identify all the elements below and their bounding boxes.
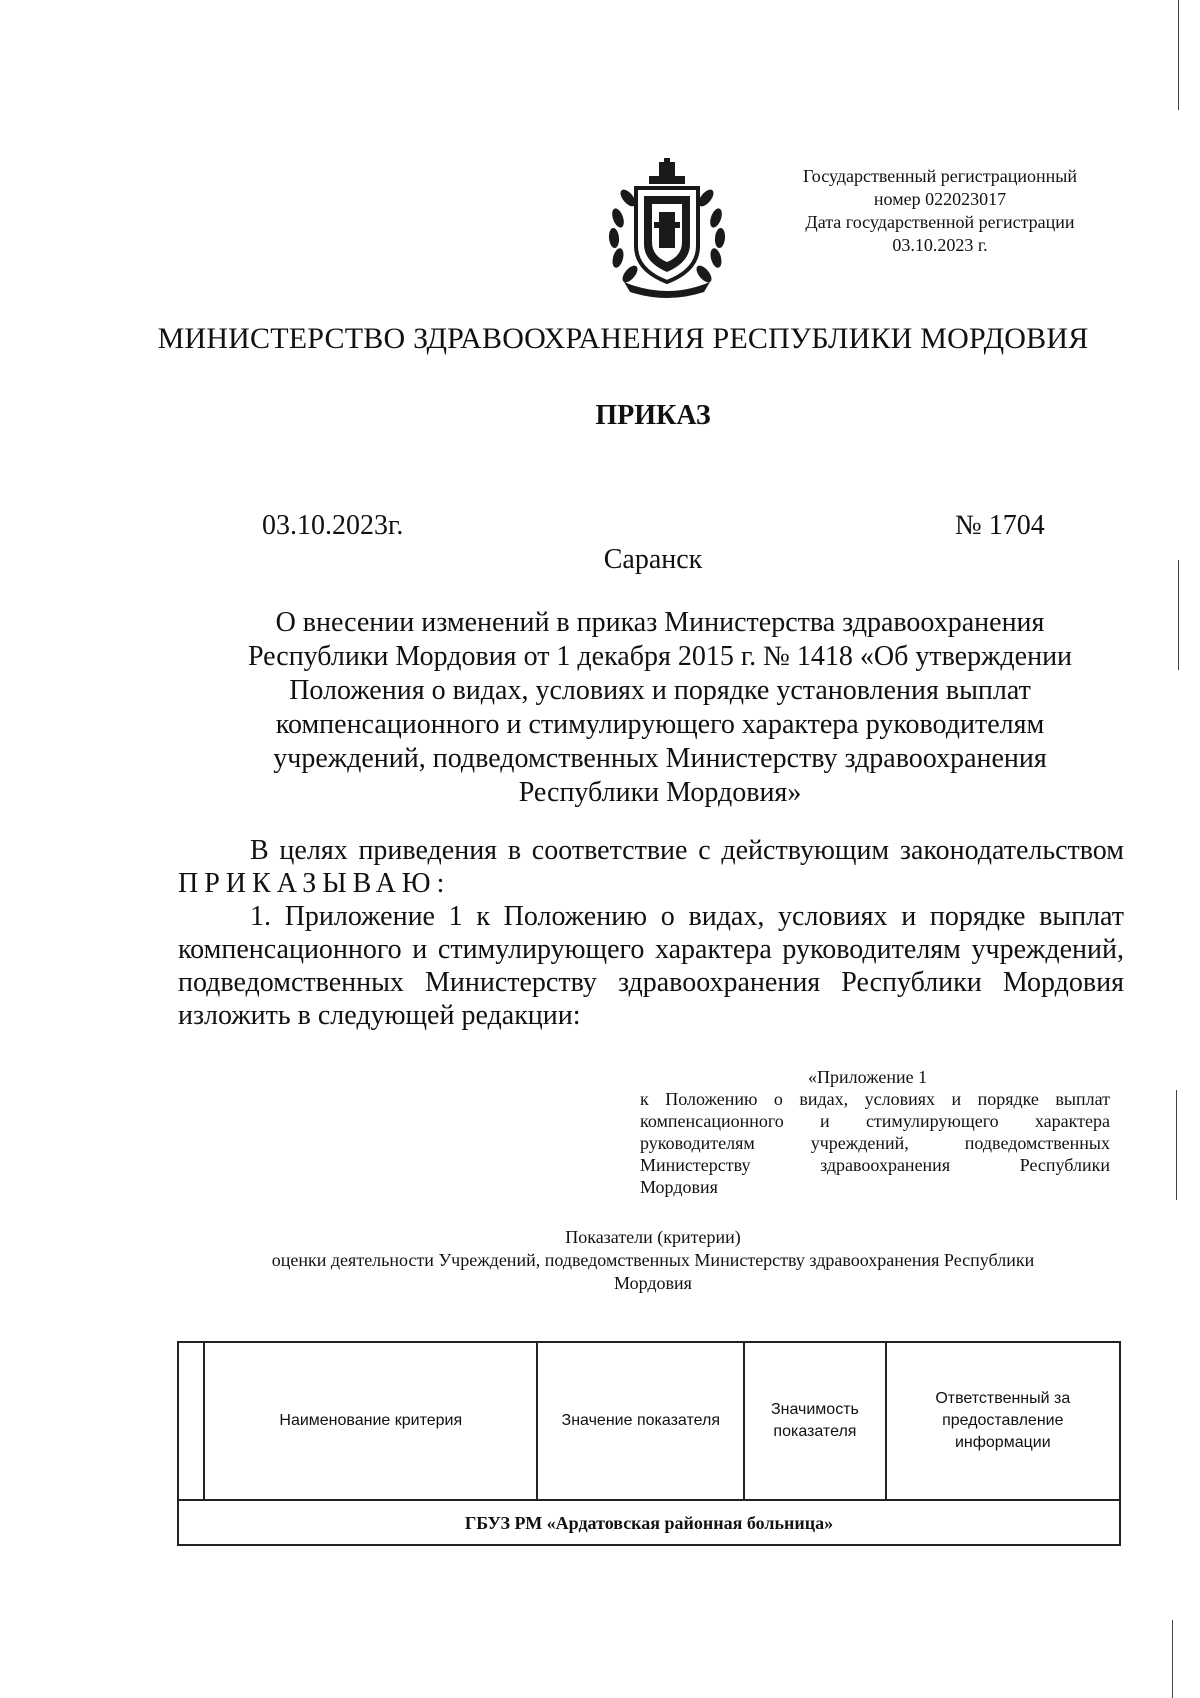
subject-line: компенсационного и стимулирующего характера руководителям <box>275 709 1045 740</box>
order-city: Саранск <box>603 544 703 575</box>
item-line: компенсационного и стимулирующего характера руководителям учреждений, <box>178 934 1124 965</box>
indicators-line: оценки деятельности Учреждений, подведомственных Министерству здравоохранения Республики <box>271 1250 1035 1270</box>
item-line: изложить в следующей редакции: <box>178 1000 581 1031</box>
order-body <box>178 834 1124 1032</box>
appendix-text-last: Мордовия <box>640 1177 718 1197</box>
indicators-heading <box>0 1226 1200 1295</box>
registration-number: номер 022023017 <box>873 189 1007 209</box>
table-header-row <box>178 1342 1120 1500</box>
header-cell-index <box>178 1342 204 1500</box>
ministry-heading: МИНИСТЕРСТВО ЗДРАВООХРАНЕНИЯ РЕСПУБЛИКИ МОРДОВИЯ <box>157 322 1089 355</box>
header-cell-value: Значение показателя <box>537 1342 744 1500</box>
indicators-line: Мордовия <box>614 1273 692 1293</box>
criteria-table <box>177 1341 1121 1546</box>
subject-line: О внесении изменений в приказ Министерства здравоохранения <box>275 607 1045 638</box>
scan-artifact <box>1178 0 1179 110</box>
scan-artifact <box>1178 560 1179 670</box>
subject-line: Республики Мордовия» <box>518 777 802 808</box>
registration-line: Государственный регистрационный <box>802 166 1078 186</box>
header-cell-criterion: Наименование критерия <box>204 1342 537 1500</box>
order-title: ПРИКАЗ <box>595 400 711 431</box>
order-directive: ПРИКАЗЫВАЮ: <box>178 868 451 899</box>
order-subject <box>210 606 1110 810</box>
subject-line: учреждений, подведомственных Министерству здравоохранения <box>273 743 1047 774</box>
appendix-title: «Приложение 1 <box>808 1067 928 1087</box>
scan-artifact <box>1176 1090 1177 1200</box>
purpose-text: В целях приведения в соответствие с действующим законодательством <box>250 835 1124 866</box>
header-cell-responsible: Ответственный за предоставление информации <box>886 1342 1120 1500</box>
organization-row: ГБУЗ РМ «Ардатовская районная больница» <box>178 1500 1120 1545</box>
registration-date: 03.10.2023 г. <box>892 235 988 255</box>
scan-artifact <box>1172 1620 1173 1698</box>
registration-block <box>770 165 1110 257</box>
subject-line: Положения о видах, условиях и порядке установления выплат <box>289 675 1031 706</box>
appendix-header <box>640 1066 1110 1198</box>
registration-date-label: Дата государственной регистрации <box>805 212 1075 232</box>
header-cell-significance: Значимость показателя <box>744 1342 885 1500</box>
subject-line: Республики Мордовия от 1 декабря 2015 г. № 1418 «Об утверждении <box>247 641 1073 672</box>
order-date: 03.10.2023г. <box>262 510 404 541</box>
item-line: 1. Приложение 1 к Положению о видах, условиях и порядке выплат <box>250 901 1124 932</box>
order-number: № 1704 <box>955 510 1045 541</box>
appendix-text: к Положению о видах, условиях и порядке выплат компенсационного и стимулирующего характера руководителям учреждений, подведомственных Министерству здравоохранения Республики <box>640 1089 1110 1175</box>
item-line: подведомственных Министерству здравоохранения Республики Мордовия <box>178 967 1124 998</box>
coat-of-arms-emblem <box>604 158 730 300</box>
table-row <box>178 1500 1120 1545</box>
indicators-line: Показатели (критерии) <box>565 1227 741 1247</box>
